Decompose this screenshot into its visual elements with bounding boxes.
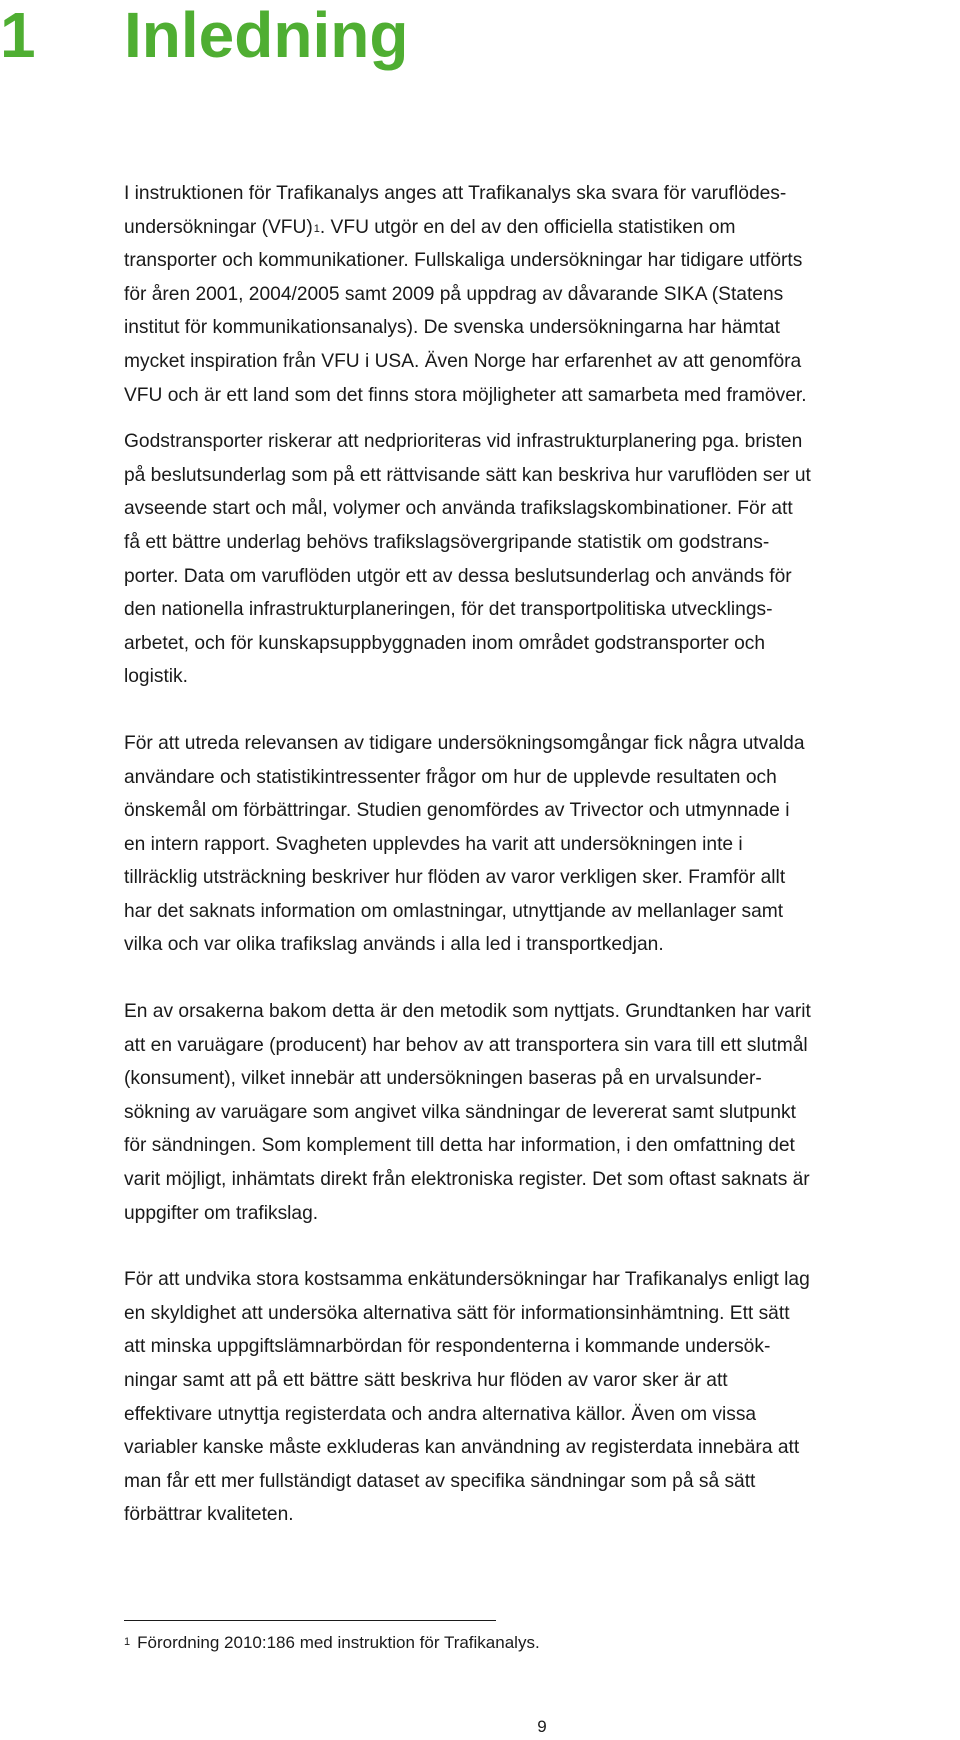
footnote-marker: 1 <box>124 1636 131 1648</box>
paragraph-5 <box>124 1263 960 1532</box>
chapter-number: 1 <box>0 0 36 71</box>
text-line: I instruktionen för Trafikanalys anges att Trafikanalys ska svara för varuflödes- <box>124 183 787 204</box>
text-line: uppgifter om trafikslag. <box>124 1202 319 1224</box>
paragraph-1 <box>124 177 960 412</box>
text-line <box>124 211 960 245</box>
text-line: användare och statistikintressenter frågor om hur de upplevde resultaten och <box>124 766 777 788</box>
text-line: arbetet, och för kunskapsuppbyggnaden inom området godstransporter och <box>124 632 766 654</box>
text-line: vilka och var olika trafikslag används i alla led i transportkedjan. <box>124 934 664 956</box>
text-line: få ett bättre underlag behövs trafikslagsövergripande statistik om godstrans- <box>124 531 770 553</box>
chapter-heading <box>0 0 960 70</box>
paragraph-3 <box>124 727 960 962</box>
text-line: sökning av varuägare som angivet vilka sändningar de levererat samt slutpunkt <box>124 1101 796 1123</box>
footnote-reference[interactable]: 1 <box>313 222 320 235</box>
footnote-separator <box>124 1620 496 1621</box>
text-line: en intern rapport. Svagheten upplevdes ha varit att undersökningen inte i <box>124 833 743 855</box>
text-line: har det saknats information om omlastningar, utnyttjande av mellanlager samt <box>124 900 784 922</box>
text-line: varit möjligt, inhämtats direkt från elektroniska register. Det som oftast saknats är <box>124 1169 810 1191</box>
text-line: avseende start och mål, volymer och använda trafikslagskombinationer. För att <box>124 498 793 520</box>
body-text <box>124 177 960 1532</box>
text-line: effektivare utnyttja registerdata och andra alternativa källor. Även om vissa <box>124 1403 757 1425</box>
text-line: VFU och är ett land som det finns stora möjligheter att samarbeta med framöver. <box>124 384 807 406</box>
footnote-text: Förordning 2010:186 med instruktion för Trafikanalys. <box>137 1633 540 1652</box>
text-line: tillräcklig utsträckning beskriver hur flöden av varor verkligen sker. Framför allt <box>124 867 786 889</box>
text-line: institut för kommunikationsanalys). De svenska undersökningarna har hämtat <box>124 317 780 339</box>
text-line: (konsument), vilket innebär att undersökningen baseras på en urvalsunder- <box>124 1068 762 1090</box>
text-line: ningar samt att på ett bättre sätt beskriva hur flöden av varor sker är att <box>124 1370 728 1391</box>
text-line: för sändningen. Som komplement till detta har information, i den omfattning det <box>124 1135 795 1157</box>
text-line: önskemål om förbättringar. Studien genomfördes av Trivector och utmynnade i <box>124 800 790 822</box>
page-number: 9 <box>537 1717 547 1736</box>
text-line: för åren 2001, 2004/2005 samt 2009 på uppdrag av dåvarande SIKA (Statens <box>124 283 784 305</box>
text-segment: undersökningar (VFU) <box>124 216 313 238</box>
paragraph-2 <box>124 425 960 694</box>
text-line: man får ett mer fullständigt dataset av specifika sändningar som på så sätt <box>124 1470 756 1492</box>
text-line: en skyldighet att undersöka alternativa sätt för informationsinhämtning. Ett sätt <box>124 1302 790 1324</box>
text-line: variabler kanske måste exkluderas kan användning av registerdata innebära att <box>124 1437 800 1459</box>
text-line: En av orsakerna bakom detta är den metodik som nyttjats. Grundtanken har varit <box>124 1001 811 1023</box>
text-line: logistik. <box>124 666 188 688</box>
text-line: på beslutsunderlag som på ett rättvisande sätt kan beskriva hur varuflöden ser ut <box>124 464 811 486</box>
text-line: För att undvika stora kostsamma enkätundersökningar har Trafikanalys enligt lag <box>124 1269 810 1291</box>
text-line: att en varuägare (producent) har behov av att transportera sin vara till ett slutmål <box>124 1034 808 1056</box>
text-line: Godstransporter riskerar att nedprioriteras vid infrastrukturplanering pga. bristen <box>124 431 803 453</box>
text-line: den nationella infrastrukturplaneringen, för det transportpolitiska utvecklings- <box>124 599 773 621</box>
text-line: förbättrar kvaliteten. <box>124 1504 294 1526</box>
text-line: transporter och kommunikationer. Fullskaliga undersökningar har tidigare utförts <box>124 250 803 272</box>
text-line: mycket inspiration från VFU i USA. Även Norge har erfarenhet av att genomföra <box>124 350 802 372</box>
chapter-title: Inledning <box>124 0 409 71</box>
paragraph-4 <box>124 995 960 1230</box>
text-line: För att utreda relevansen av tidigare undersökningsomgångar fick några utvalda <box>124 732 805 754</box>
footnote <box>124 1632 540 1654</box>
text-segment: . VFU utgör en del av den officiella statistiken om <box>319 216 736 238</box>
text-line: porter. Data om varuflöden utgör ett av dessa beslutsunderlag och används för <box>124 565 792 587</box>
text-line: att minska uppgiftslämnarbördan för respondenterna i kommande undersök- <box>124 1336 771 1358</box>
